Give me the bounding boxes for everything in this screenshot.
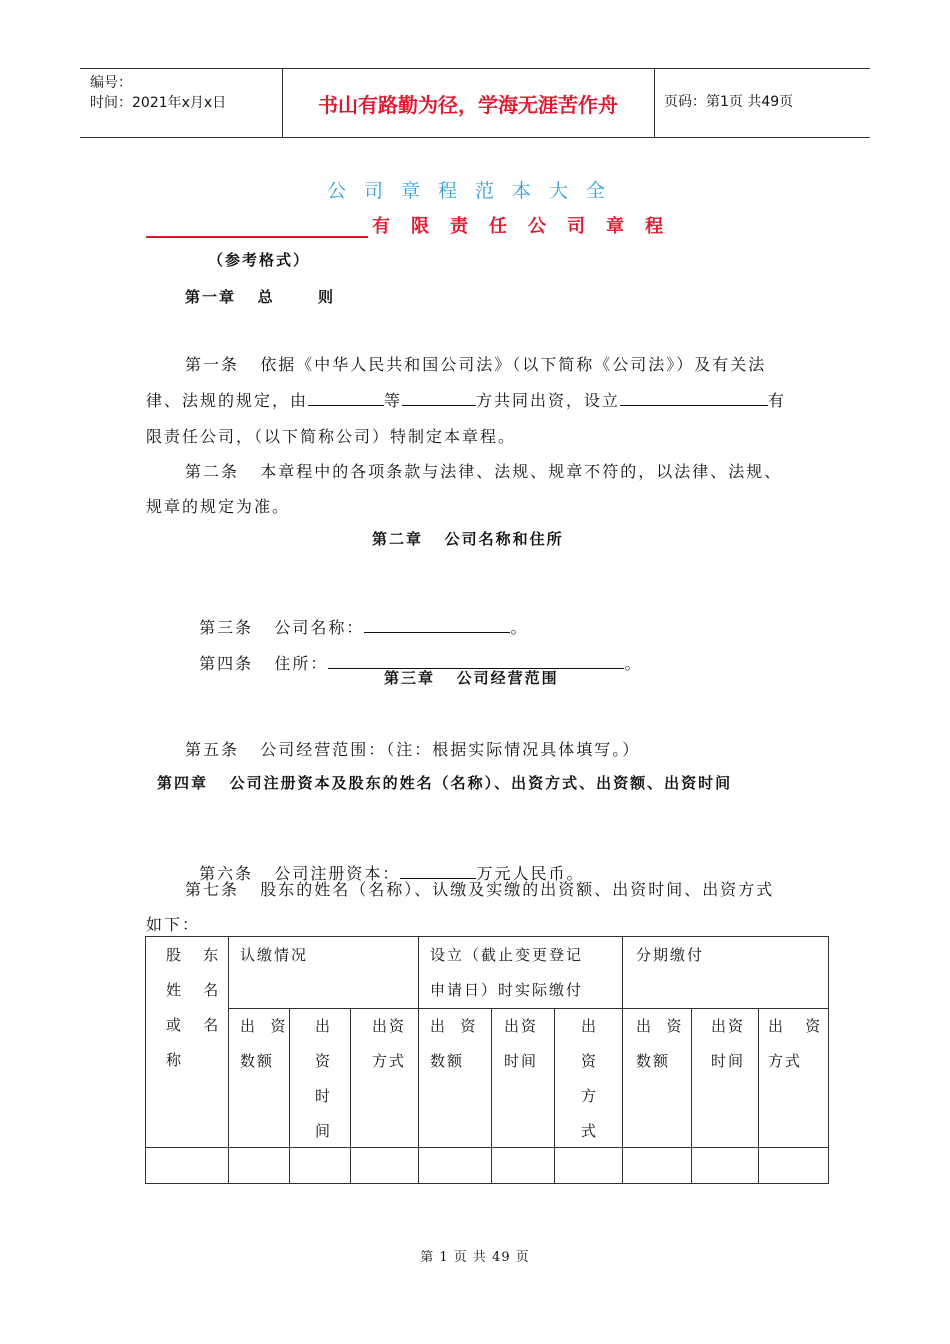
header-installment: 分期缴付	[636, 946, 705, 964]
cell-text: 时间	[504, 1052, 539, 1070]
cell-text: 数额	[636, 1052, 671, 1070]
article-1-line-3: 限责任公司，（以下简称公司）特制定本章程。	[146, 427, 517, 446]
article-1-line-1: 第一条 依据《中华人民共和国公司法》（以下简称《公司法》）及有关法	[185, 355, 767, 374]
article-2-line-2: 规章的规定为准。	[146, 497, 291, 516]
chapter-4-heading: 第四章 公司注册资本及股东的姓名（名称）、出资方式、出资额、出资时间	[157, 774, 733, 792]
header-divider	[654, 69, 655, 137]
cell-text: 方式	[372, 1052, 407, 1070]
document-title: 公司章程范本大全	[326, 180, 623, 202]
company-name-blank	[146, 236, 368, 238]
header-shareholder	[166, 938, 220, 1078]
doc-time-label: 时间：2021年x月x日	[90, 95, 227, 111]
company-name-field[interactable]	[364, 618, 510, 633]
table-row[interactable]	[146, 1148, 828, 1183]
cell-text: 间	[315, 1122, 333, 1140]
cell-text: 方式	[768, 1052, 803, 1070]
header-sub-time	[315, 1009, 332, 1149]
article-1-line-2: 律、法规的规定，由 等 方共同出资，设立 有	[146, 391, 787, 410]
header-paid	[430, 938, 583, 1008]
cell-text: 股 东	[166, 946, 221, 964]
header-inst-method	[768, 1009, 822, 1079]
cell-text: 或 名	[166, 1016, 221, 1034]
cell-text: 时间	[711, 1052, 746, 1070]
cell-text: 出	[581, 1017, 599, 1035]
header-subscribed: 认缴情况	[240, 946, 309, 964]
article-2-line-1: 第二条 本章程中的各项条款与法律、法规、规章不符的，以法律、法规、	[185, 462, 783, 481]
cell-text: 数额	[430, 1052, 465, 1070]
cell-text: 时	[315, 1087, 333, 1105]
cell-text: 称	[166, 1051, 184, 1069]
cell-text: 申请日）时实际缴付	[430, 981, 584, 999]
header-sub-method	[372, 1009, 406, 1079]
cell-text: 资	[581, 1052, 599, 1070]
cell-text: 出 资	[768, 1017, 823, 1035]
header-sub-amount	[240, 1009, 288, 1079]
cell-text: 设立（截止变更登记	[430, 946, 584, 964]
article-7-line-1: 第七条 股东的姓名（名称）、认缴及实缴的出资额、出资时间、出资方式	[185, 880, 775, 899]
cell-text: 出 资	[240, 1017, 288, 1035]
header-paid-time	[504, 1009, 538, 1079]
header-paid-amount	[430, 1009, 478, 1079]
article-4: 第四条 住所： 。	[199, 654, 643, 673]
cell-text: 资	[315, 1052, 333, 1070]
page-footer: 第 1 页 共 49 页	[420, 1250, 530, 1265]
document-subtitle: 有限责任公司章程	[372, 216, 684, 237]
cell-text: 式	[581, 1122, 599, 1140]
company-blank[interactable]	[620, 391, 768, 406]
reference-format: （参考格式）	[208, 251, 311, 269]
header-paid-method	[581, 1009, 598, 1149]
cell-text: 出资	[711, 1017, 746, 1035]
header-meta	[90, 73, 226, 113]
investor-blank-2[interactable]	[402, 391, 476, 406]
cell-text: 姓 名	[166, 981, 221, 999]
article-6: 第六条 公司注册资本： 万元人民币。	[199, 864, 585, 883]
chapter-1-heading: 第一章 总 则	[185, 288, 336, 306]
chapter-3-heading: 第三章 公司经营范围	[384, 669, 559, 687]
article-5: 第五条 公司经营范围：（注：根据实际情况具体填写。）	[185, 740, 641, 759]
cell-text: 出	[315, 1017, 333, 1035]
cell-text: 出 资	[636, 1017, 684, 1035]
investor-blank-1[interactable]	[308, 391, 384, 406]
cell-text: 出资	[504, 1017, 539, 1035]
header-motto: 书山有路勤为径，学海无涯苦作舟	[318, 92, 618, 117]
cell-text: 出资	[372, 1017, 407, 1035]
cell-text: 出 资	[430, 1017, 478, 1035]
header-page-info: 页码：第1页 共49页	[664, 94, 794, 110]
chapter-2-heading: 第二章 公司名称和住所	[372, 530, 564, 548]
header-inst-time	[711, 1009, 745, 1079]
cell-text: 数额	[240, 1052, 275, 1070]
article-3: 第三条 公司名称： 。	[199, 618, 529, 637]
article-7-line-2: 如下：	[146, 915, 201, 934]
shareholder-table	[145, 936, 829, 1184]
header-inst-amount	[636, 1009, 684, 1079]
doc-number-label: 编号：	[90, 75, 132, 91]
page-header	[80, 68, 870, 138]
cell-text: 方	[581, 1087, 599, 1105]
